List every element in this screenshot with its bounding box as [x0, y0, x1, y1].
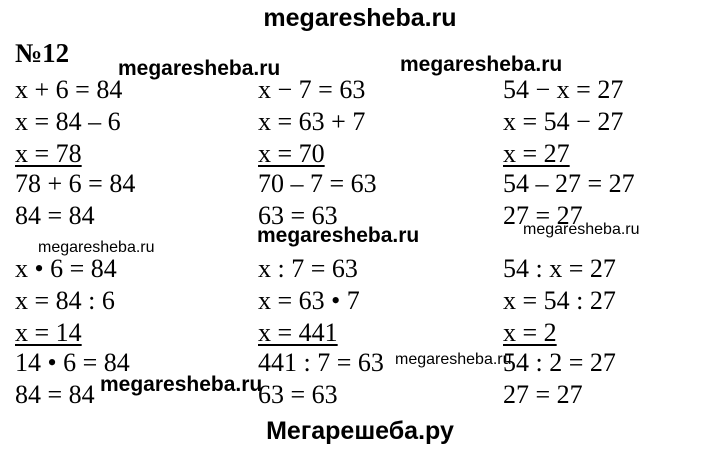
equation-check: 441 : 7 = 63: [258, 348, 384, 377]
equation-answer: x = 2: [503, 318, 557, 347]
equation-line: 54 : x = 27: [503, 254, 616, 283]
equation-check: 54 – 27 = 27: [503, 169, 635, 198]
equation-check: 14 • 6 = 84: [15, 348, 130, 377]
equation-answer: x = 27: [503, 139, 570, 168]
equation-answer: x = 78: [15, 139, 82, 168]
equation-answer: x = 70: [258, 139, 325, 168]
equation-line: 54 − x = 27: [503, 75, 624, 104]
equation-check: 27 = 27: [503, 201, 583, 230]
equation-check: 84 = 84: [15, 201, 95, 230]
watermark-inline: megaresheba.ru: [100, 373, 263, 396]
watermark-inline: megaresheba.ru: [523, 221, 640, 238]
equation-line: x = 54 : 27: [503, 286, 616, 315]
equation-line: x : 7 = 63: [258, 254, 358, 283]
equation-answer: x = 441: [258, 318, 338, 347]
equation-check: 84 = 84: [15, 380, 95, 409]
equation-answer: x = 14: [15, 318, 82, 347]
equation-check: 63 = 63: [258, 380, 338, 409]
equation-check: 54 : 2 = 27: [503, 348, 616, 377]
equation-line: x = 84 – 6: [15, 107, 121, 136]
watermark-inline: megaresheba.ru: [38, 239, 155, 256]
equation-line: x − 7 = 63: [258, 75, 366, 104]
watermark-inline: megaresheba.ru: [400, 53, 563, 76]
equation-check: 78 + 6 = 84: [15, 169, 136, 198]
watermark-inline: megaresheba.ru: [118, 57, 281, 80]
equation-line: x + 6 = 84: [15, 75, 123, 104]
equation-line: x = 63 + 7: [258, 107, 366, 136]
watermark-inline: megaresheba.ru: [395, 351, 512, 368]
equation-line: x • 6 = 84: [15, 254, 117, 283]
equation-line: x = 84 : 6: [15, 286, 115, 315]
task-number: №12: [15, 38, 70, 68]
equation-line: x = 63 • 7: [258, 286, 360, 315]
watermark-bottom: Мегарешеба.ру: [266, 417, 454, 445]
equation-check: 27 = 27: [503, 380, 583, 409]
equation-line: x = 54 − 27: [503, 107, 624, 136]
watermark-inline: megaresheba.ru: [257, 224, 420, 247]
equation-check: 63 = 63: [258, 201, 338, 230]
watermark-top: megaresheba.ru: [263, 4, 457, 32]
equation-check: 70 – 7 = 63: [258, 169, 377, 198]
